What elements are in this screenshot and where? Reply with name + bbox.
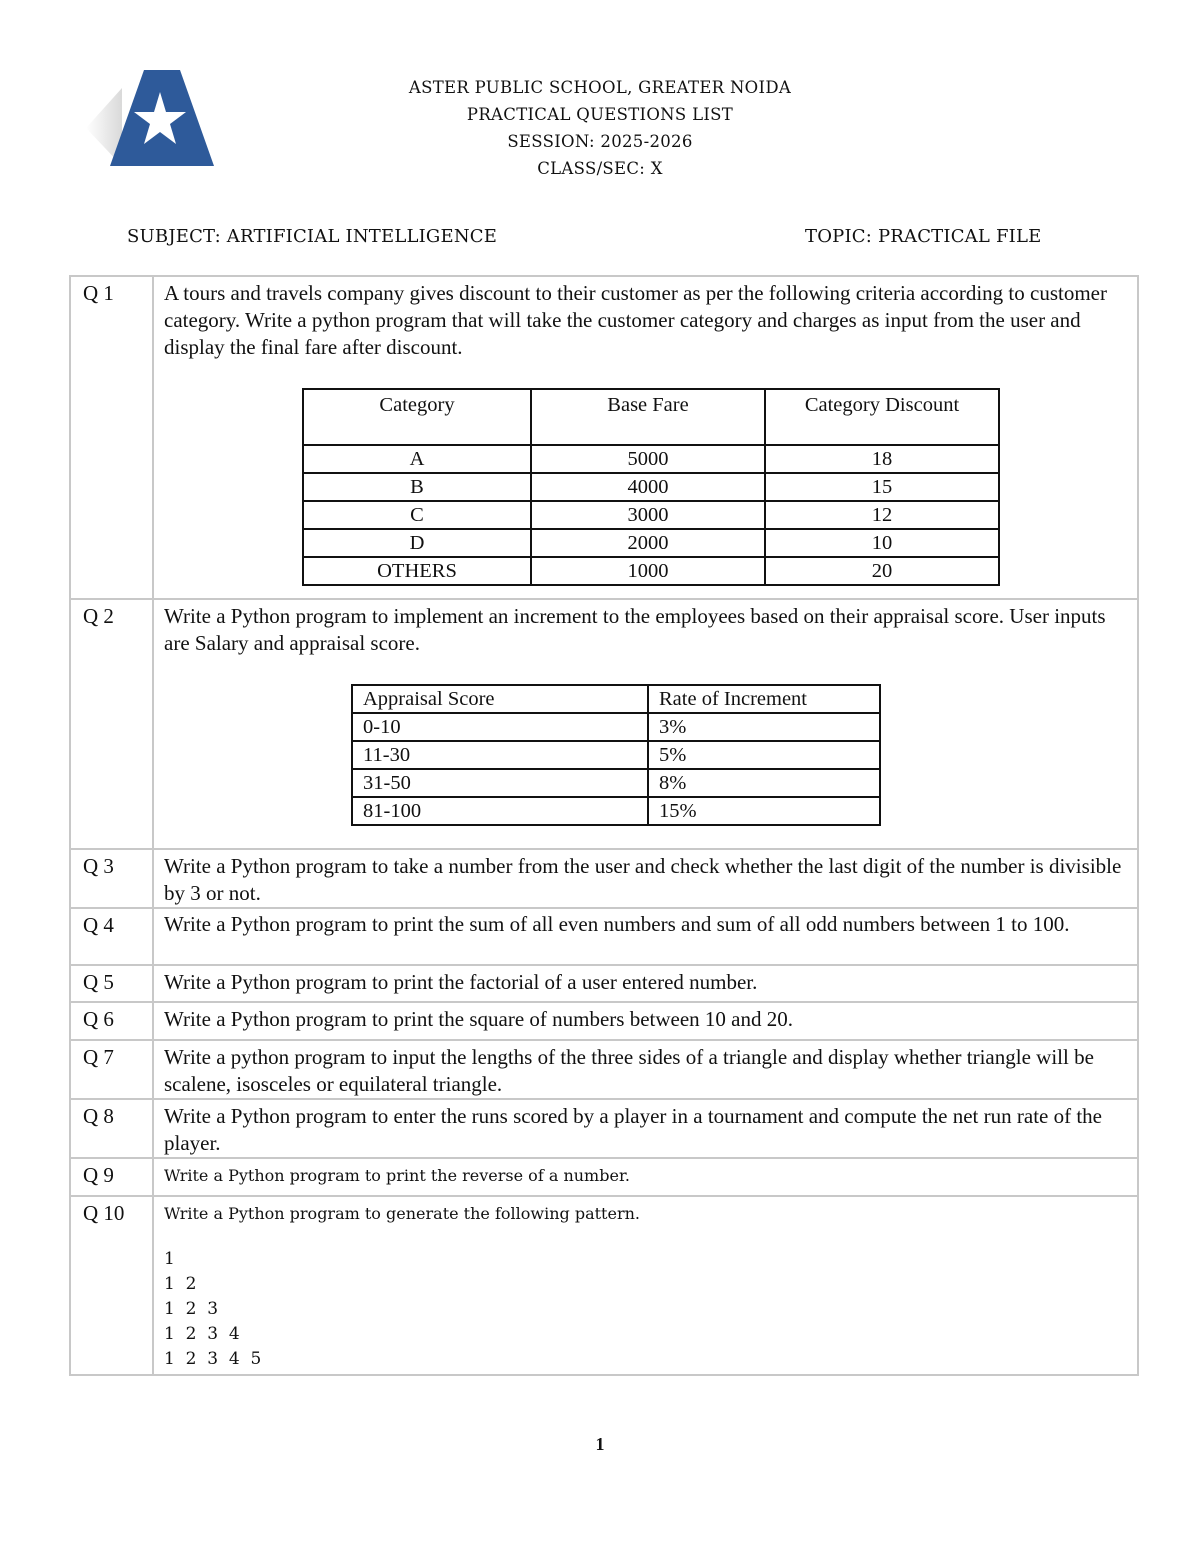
fare-row: [303, 529, 999, 557]
question-number: Q 1: [70, 276, 153, 599]
fare-cell: 1000: [531, 557, 765, 585]
page-number: 1: [595, 1434, 605, 1454]
question-text: Write a Python program to generate the following pattern.: [164, 1204, 640, 1223]
question-number: Q 9: [70, 1158, 153, 1196]
document-title: PRACTICAL QUESTIONS LIST: [466, 105, 734, 124]
appraisal-header-cell: Appraisal Score: [352, 685, 648, 713]
pattern-line: 1: [164, 1249, 175, 1269]
appraisal-cell: 11-30: [352, 741, 648, 769]
appraisal-table-header: [352, 685, 880, 713]
question-number: Q 2: [70, 599, 153, 849]
fare-cell: C: [303, 501, 531, 529]
appraisal-row: [352, 797, 880, 825]
pattern-line: 1 2 3 4 5: [164, 1349, 262, 1369]
fare-table: [302, 388, 1000, 586]
question-row: [70, 1196, 1138, 1375]
question-row: [70, 965, 1138, 1002]
question-row: [70, 849, 1138, 908]
question-row: [70, 1158, 1138, 1196]
fare-cell: A: [303, 445, 531, 473]
fare-cell: 2000: [531, 529, 765, 557]
question-number: Q 6: [70, 1002, 153, 1040]
question-text: A tours and travels company gives discount to their customer as per the following criteria according to customer category. Write a python program that will take the customer category and charges as input from the user and display the final fare after discount.: [164, 281, 1107, 359]
fare-row: [303, 557, 999, 585]
fare-row: [303, 445, 999, 473]
appraisal-cell: 81-100: [352, 797, 648, 825]
pattern-line: 1 2 3: [164, 1299, 219, 1319]
question-number: Q 7: [70, 1040, 153, 1099]
fare-header-cell: Base Fare: [531, 389, 765, 445]
question-text: Write a Python program to print the reverse of a number.: [153, 1158, 1138, 1196]
question-number: Q 3: [70, 849, 153, 908]
question-cell: [153, 1196, 1138, 1375]
appraisal-row: [352, 713, 880, 741]
school-name: ASTER PUBLIC SCHOOL, GREATER NOIDA: [408, 78, 792, 97]
question-text: Write a Python program to enter the runs scored by a player in a tournament and compute the net run rate of the player.: [153, 1099, 1138, 1158]
question-text: Write a python program to input the lengths of the three sides of a triangle and display whether triangle will be scalene, isosceles or equilateral triangle.: [153, 1040, 1138, 1099]
appraisal-cell: 31-50: [352, 769, 648, 797]
question-text: Write a Python program to print the square of numbers between 10 and 20.: [153, 1002, 1138, 1040]
question-row: [70, 1099, 1138, 1158]
appraisal-cell: 0-10: [352, 713, 648, 741]
fare-cell: D: [303, 529, 531, 557]
fare-header-cell: Category Discount: [765, 389, 999, 445]
question-text: Write a Python program to print the factorial of a user entered number.: [153, 965, 1138, 1002]
appraisal-table: [351, 684, 881, 826]
fare-row: [303, 473, 999, 501]
question-number: Q 4: [70, 908, 153, 965]
question-row: [70, 276, 1138, 599]
fare-cell: 4000: [531, 473, 765, 501]
fare-cell: 10: [765, 529, 999, 557]
document-header: [300, 74, 900, 182]
question-text: Write a Python program to implement an increment to the employees based on their appraisal score. User inputs are Salary and appraisal score.: [164, 604, 1106, 655]
question-number: Q 8: [70, 1099, 153, 1158]
question-text: Write a Python program to take a number from the user and check whether the last digit of the number is divisible by 3 or not.: [153, 849, 1138, 908]
appraisal-row: [352, 769, 880, 797]
fare-cell: 18: [765, 445, 999, 473]
appraisal-cell: 15%: [648, 797, 880, 825]
question-cell: [153, 599, 1138, 849]
fare-cell: 5000: [531, 445, 765, 473]
question-number: Q 5: [70, 965, 153, 1002]
pattern-line: 1 2: [164, 1274, 197, 1294]
question-number: Q 10: [70, 1196, 153, 1375]
pattern-line: 1 2 3 4: [164, 1324, 240, 1344]
fare-cell: B: [303, 473, 531, 501]
questions-table: [69, 275, 1139, 1376]
appraisal-cell: 3%: [648, 713, 880, 741]
topic-label: TOPIC: PRACTICAL FILE: [805, 226, 1042, 247]
question-row: [70, 908, 1138, 965]
fare-cell: 3000: [531, 501, 765, 529]
fare-cell: 15: [765, 473, 999, 501]
fare-header-cell: Category: [303, 389, 531, 445]
question-row: [70, 1002, 1138, 1040]
question-row: [70, 1040, 1138, 1099]
question-cell: [153, 276, 1138, 599]
fare-cell: OTHERS: [303, 557, 531, 585]
fare-table-header: [303, 389, 999, 445]
appraisal-cell: 5%: [648, 741, 880, 769]
appraisal-header-cell: Rate of Increment: [648, 685, 880, 713]
appraisal-row: [352, 741, 880, 769]
class-section: CLASS/SEC: X: [537, 159, 663, 178]
appraisal-cell: 8%: [648, 769, 880, 797]
fare-row: [303, 501, 999, 529]
school-logo: [82, 68, 218, 170]
number-pattern: [164, 1247, 1127, 1372]
fare-cell: 12: [765, 501, 999, 529]
question-text: Write a Python program to print the sum of all even numbers and sum of all odd numbers between 1 to 100.: [153, 908, 1138, 965]
fare-cell: 20: [765, 557, 999, 585]
subject-label: SUBJECT: ARTIFICIAL INTELLIGENCE: [127, 226, 498, 247]
session: SESSION: 2025-2026: [507, 132, 693, 151]
question-row: [70, 599, 1138, 849]
